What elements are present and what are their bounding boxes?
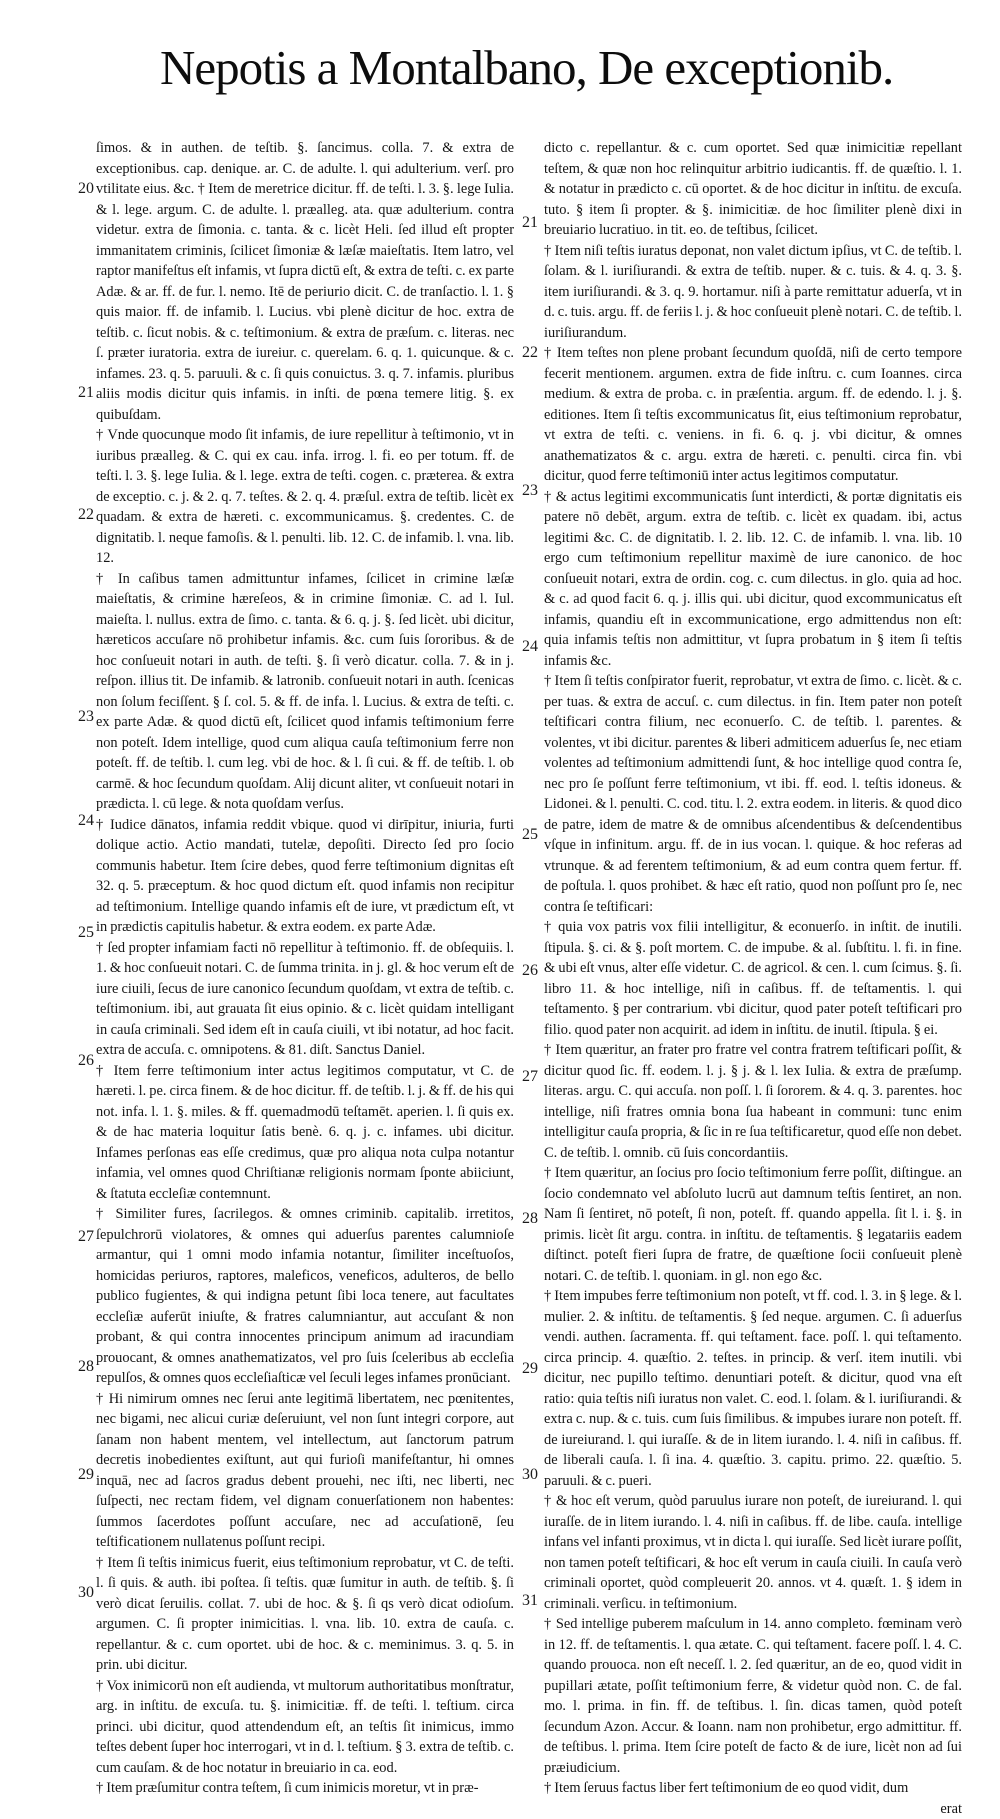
margin-number: 27 xyxy=(522,1068,538,1086)
margin-number: 22 xyxy=(78,506,94,524)
paragraph: † Item niſi teſtis iuratus deponat, non valet dictum ipſius, vt C. de teſtib. l. ſolam. & l. iuriſiurandi. & extra de teſtib. nuper. & c. tuis. & 4. q. 3. §. item iuriſiurandi. & 3. q. 9. hortamur. niſi à parte remittatur aduerſa, vt in d. c. tuis. argu. ff. de feriis l. j. & hoc conſueuit plenè notari. C. de teſtib. l. iuriſiurandum. xyxy=(544,241,962,344)
margin-number: 25 xyxy=(78,924,94,942)
margin-number: 21 xyxy=(522,214,538,232)
paragraph: † & hoc eſt verum, quòd paruulus iurare non poteſt, de iureiurand. l. qui iuraſſe. de in litem iurando. l. 4. niſi in caſibus. ff. de libe. cauſa. intellige infans vel infanti proximus, vt in dicta l. qui iuraſſe. Sed licèt iurare poſſit, non tamen poteſt teſtificari, & hoc eſt verum in cauſa ciuili. In cauſa verò criminali oportet, quòd compleuerit 20. annos. vt 4. quæſt. 1. § idem in criminali. verſicu. in teſtimonium. xyxy=(544,1491,962,1614)
margin-number: 30 xyxy=(522,1466,538,1484)
margin-number: 27 xyxy=(78,1228,94,1246)
margin-number: 24 xyxy=(522,638,538,656)
paragraph: † Sed intellige puberem maſculum in 14. anno completo. fœminam verò in 12. ff. de teſtamentis. l. qua ætate. C. qui teſtament. facere poſſ. l. 4. C. quando prouoca. non eſt neceſſ. l. 2. ſed quæritur, an de eo, quod vidit in pupillari ætate, poſſit teſtimonium ferre, & videtur quòd non. C. de fal. mo. l. prima. in fin. ff. de teſtibus. l. ſin. dicas tamen, quòd poteſt ſecundum Azon. Accur. & Ioann. nam non prohibetur, ergo admittitur. ff. de teſtibus. l. prima. Item ſcire poteſt de facto & de iure, licèt non ad ſui præiudicium. xyxy=(544,1614,962,1778)
paragraph: † Iudice dānatos, infamia reddit vbique. quod vi dirīpitur, iniuria, furti dolique actio. Actio mandati, tutelæ, depoſiti. Directo ſed pro ſocio communis habetur. Item ſcire debes, quod ferre teſtimonium dignitas eſt 32. q. 5. præceptum. & hoc quod dictum eſt. quod infamis non recipitur ad teſtimonium. Intellige quando infamis eſt de iure, vt prædictum eſt, vt in prædictis capitulis habetur. & extra eodem. ex parte Adæ. xyxy=(96,815,514,938)
margin-number: 28 xyxy=(78,1358,94,1376)
paragraph: † Item præſumitur contra teſtem, ſi cum inimicis moretur, vt in præ- xyxy=(96,1778,514,1799)
paragraph: † Vnde quocunque modo ſit infamis, de iure repellitur à teſtimonio, vt in iuribus præalleg. & C. qui ex cau. infa. irrog. l. fi. eo per totum. ff. de teſti. l. 3. §. lege Iulia. & l. lege. extra de teſti. cogen. c. præterea. & extra de exceptio. c. j. & 2. q. 7. teſtes. & 2. q. 4. præſul. extra de teſtib. licèt ex quadam. & extra de hæreti. c. excommunicamus. §. credentes. C. de dignitatib. l. neque famoſis. & l. penulti. lib. 12. C. de infamib. l. vna. lib. 12. xyxy=(96,425,514,569)
right-text-column xyxy=(544,138,962,1658)
margin-number: 23 xyxy=(522,482,538,500)
paragraph: † Item ſi teſtis conſpirator fuerit, reprobatur, vt extra de ſimo. c. licèt. & c. per tuas. & extra de accuſ. c. cum dilectus. in fin. Item pater non poteſt teſtificari contra filium, nec econuerſo. C. de teſtib. l. parentes. & volentes, vt ibi dicitur. parentes & liberi admiticem aduerſus ſe, nec etiam volentes ad teſtimonium admittendi ſunt, & hoc intellige quod contra ſe, nec pro ſe poſſunt ferre teſtimonium, vt ibi. ff. eod. l. teſtis idoneus. & Lidonei. & l. penulti. C. cod. titu. l. 2. extra eodem. in literis. & quod dico de patre, idem de matre & de omnibus aſcendentibus & deſcendentibus vſque in infinitum. argu. ff. de in ius vocan. l. quique. & hoc referas ad vtrunque. & ad ferentem teſtimonium, & ad eum contra quem fertur. ff. de poſtula. l. quos prohibet. & hæc eſt ratio, quod non poſſunt pro ſe, nec contra ſe teſtificari: xyxy=(544,671,962,917)
running-head-title: Nepotis a Montalbano, De exceptionib. xyxy=(160,38,980,98)
catchword: erat xyxy=(544,1799,962,1819)
paragraph: † Item ſeruus factus liber fert teſtimonium de eo quod vidit, dum xyxy=(544,1778,962,1799)
margin-number: 29 xyxy=(522,1360,538,1378)
paragraph: † & actus legitimi excommunicatis ſunt interdicti, & portæ dignitatis eis patere nō debēt, argum. extra de teſtib. c. licèt ex quadam. ibi, actus legitimi &c. C. de dignitatib. l. 2. lib. 12. C. de infamib. l. vna. lib. 10 ergo cum teſtimonium repellitur maximè de iure canonico. de hoc conſueuit notari, extra de ordin. cog. c. cum dilectus. in glo. quia ad hoc. & c. ad quod facit 6. q. j. illis qui. ubi dicitur, quod excommunicatus eſt infamis, quandiu eſt in excommunicatione, ergo admittendus non eſt: quia infamis teſtis non admittitur, vt ſupra probatum in § item ſi teſtis infamis &c. xyxy=(544,487,962,672)
paragraph: † Vox inimicorū non eſt audienda, vt multorum authoritatibus monſtratur, arg. in inſtitu. de excuſa. tu. §. inimicitiæ. ff. de teſti. l. teſtium. circa princi. ubi dicitur, quod attendendum eſt, an teſtis ſit inimicus, immo teſtes debent ſuper hoc interrogari, vt in d. l. teſtium. § 3. extra de teſtib. c. cum cauſam. & de hoc notatur in breuiario in ca. eod. xyxy=(96,1676,514,1779)
margin-number: 29 xyxy=(78,1466,94,1484)
paragraph: † Item ſi teſtis inimicus fuerit, eius teſtimonium reprobatur, vt C. de teſti. l. ſi quis. & auth. ibi poſtea. ſi teſtis. quæ ſumitur in auth. de teſtib. §. ſi verò dicat ſeruilis. collat. 7. ubi de hoc. & §. ſi qs verò dicat odioſum. argumen. C. ſi propter inimicitias. l. vna. lib. 10. extra de cauſa. c. repellantur. & c. cum oportet. ubi de hoc. & c. meminimus. 3. q. 5. in prin. ubi dicitur. xyxy=(96,1553,514,1676)
paragraph: † Similiter fures, ſacrilegos. & omnes criminib. capitalib. irretitos, ſepulchrorū violatores, & omnes qui aduerſus parentes calumnioſe armantur, qui 1 omni modo infamia notantur, ſimiliter inceſtuoſos, homicidas periuros, raptores, maleficos, veneficos, adulteros, de bello publico fugientes, & qui indigna petunt ſibi loca tenere, aut facultates eccleſiæ auferūt iniuſte, & fratres calumniantur, aut accuſant & non probant, & qui contra innocentes principum animum ad iracundiam prouocant, & omnes anathematizatos, vel pro ſuis ſceleribus ab eccleſia repulſos, & omnes quos eccleſiaſticæ vel ſeculi leges infames pronūciant. xyxy=(96,1204,514,1389)
paragraph: † Item teſtes non plene probant ſecundum quoſdā, niſi de certo tempore fecerit mentionem. argumen. extra de fide inſtru. c. cum Ioannes. circa medium. & extra de proba. c. in præſentia. argum. ff. de edendo. l. j. §. editiones. Item ſi teſtis excommunicatus ſit, eius teſtimonium reprobatur, vt extra de teſti. c. veniens. in fi. 6. q. j. vbi dicitur, & omnes anathematizatos & c. argu. extra de hæreti. c. penulti. circa fin. vbi dicitur, quod ferre teſtimoniū inter actus legitimos computatur. xyxy=(544,343,962,487)
margin-number: 30 xyxy=(78,1584,94,1602)
paragraph: † Item quæritur, an frater pro fratre vel contra fratrem teſtificari poſſit, & dicitur quod ſic. ff. eodem. l. j. § j. & l. lex Iulia. & extra de præſump. literas. argu. C. qui accuſa. non poſſ. l. ſi ſororem. & 4. q. 3. parentes. hoc intellige, niſi fratres omnia bona ſua habeant in communi: tunc enim intelligitur cauſa propria, & ſic in re ſua teſtificaretur, quod eſſe non debet. C. de teſtib. l. omnib. cū ſuis concordantiis. xyxy=(544,1040,962,1163)
margin-number: 22 xyxy=(522,344,538,362)
margin-number: 25 xyxy=(522,826,538,844)
paragraph: † quia vox patris vox filii intelligitur, & econuerſo. in inſtit. de inutili. ſtipula. §. ci. & §. poſt mortem. C. de impube. & al. ſubſtitu. l. fi. in fine. & ubi eſt vnus, alter eſſe videtur. C. de agricol. & cen. l. cum ſcimus. §. ſi. libro 11. & hoc intellige, niſi in caſibus. ff. de teſtamentis. l. qui teſtamento. § per contrarium. vbi dicitur, quod pater poteſt teſtificari pro filio. quod pater non acquirit. ad idem in inſtitu. de inutil. ſtipula. § ei. xyxy=(544,917,962,1040)
paragraph: † In caſibus tamen admittuntur infames, ſcilicet in crimine læſæ maieſtatis, & crimine hæreſeos, & in crimine ſimoniæ. C. ad l. Iul. maieſta. l. nullus. extra de ſimo. c. tanta. & 6. q. j. §. ſed licèt. ubi dicitur, hæreticos accuſare nō prohibetur infamis. &c. cum ſuis ſororibus. & de hoc conſueuit notari in auth. de teſti. §. ſi verò dicatur. colla. 7. & in j. reſpon. illius tit. De infamib. & latronib. conſueuit notari in auth. ſcenicas non ſolum feciſſent. § ſ. col. 5. & ff. de infa. l. Lucius. & extra de teſti. c. ex parte Adæ. & quod dictū eſt, ſcilicet quod infamis teſtimonium ferre non poteſt. Idem intellige, quod cum aliqua cauſa teſtimonium ferre non poteſt. ff. de teſtib. l. cum leg. vbi de hoc. & l. ſi cui. & ff. de teſtib. l. ob carmē. & hoc ſecundum quoſdam. Alij dicunt aliter, vt conſueuit notari in prædicta. l. cū lege. & nota quoſdam verſus. xyxy=(96,569,514,815)
paragraph: ſimos. & in authen. de teſtib. §. ſancimus. colla. 7. & extra de exceptionibus. cap. denique. ar. C. de adulte. l. qui adulterium. verſ. pro vtilitate eius. &c. † Item de meretrice dicitur. ff. de teſti. l. 3. §. lege Iulia. & l. lege. argum. C. de adulte. l. præalleg. ata. quæ adulterium. contra videtur. extra de ſimonia. c. tanta. & c. licèt Heli. ſed illud eſt propter immanitatem criminis, ſcilicet ſimoniæ & læſæ maieſtatis. Item latro, vel raptor manifeſtus eſt infamis, vt ſupra dictū eſt, & extra de teſti. c. ex parte Adæ. & ar. ff. de fur. l. nemo. Itē de periurio dicit. C. de tranſactio. l. 1. § quis maior. ff. de infamib. l. Lucius. vbi plenè dicitur de hoc. extra de teſtib. c. ſicut nobis. & c. teſtimonium. & extra de præſum. c. literas. nec ſ. præter iuratoria. extra de iureiur. c. querelam. 6. q. 1. quicunque. & c. infames. 23. q. 5. paruuli. & c. ſi quis conuictus. 3. q. 7. infamis. pluribus aliis modis dicitur quis infamis. in inſti. de pœna temere litig. §. ex quibuſdam. xyxy=(96,138,514,425)
margin-number: 31 xyxy=(522,1592,538,1610)
margin-number: 26 xyxy=(522,962,538,980)
margin-number: 24 xyxy=(78,812,94,830)
paragraph: dicto c. repellantur. & c. cum oportet. Sed quæ inimicitiæ repellant teſtem, & quæ non hoc relinquitur arbitrio iudicantis. ff. de quæſtio. l. 1. & notatur in prædicto c. cū oportet. & de hoc dicitur in inſtitu. de excuſa. tuto. § item ſi propter. & §. inimicitiæ. de hoc ſimiliter plenè dixi in breuiario lucratiuo. in tit. eo. de teſtibus, ſcilicet. xyxy=(544,138,962,241)
paragraph: † Item quæritur, an ſocius pro ſocio teſtimonium ferre poſſit, diſtingue. an ſocio condemnato vel abſoluto lucrū aut damnum teſtis ſentiret, an non. Nam ſi ſentiret, nō poteſt, ſi non, poteſt. ff. quando appella. ſit l. i. §. in primis. licèt ſit argu. contra. in inſtitu. de teſtamentis. § legatariis eadem diſtinct. poteſt fieri ſupra de fratre, de quæſtione ſocii conſueuit plenè notari. C. de teſtib. l. quoniam. in gl. non ego &c. xyxy=(544,1163,962,1286)
margin-number: 20 xyxy=(78,180,94,198)
margin-number: 26 xyxy=(78,1052,94,1070)
paragraph: † Hi nimirum omnes nec ſerui ante legitimā libertatem, nec pœnitentes, nec bigami, nec alicui curiæ deſeruiunt, vel non ſunt integri corpore, aut ſanam non habent mentem, vel intellectum, aut ſanctorum patrum decretis inobedientes exiſtunt, aut qui furioſi manifeſtantur, hi omnes inquā, nec ad ſacros gradus debent prouehi, nec iſti, nec liberti, nec ſuſpecti, nec rectam fidem, vel dignam conuerſationem non habentes: ſummos ſacerdotes poſſunt accuſare, nec ad accuſationē, ſeu teſtificationem nullatenus poſſunt recipi. xyxy=(96,1389,514,1553)
left-text-column xyxy=(96,138,514,1658)
margin-number: 28 xyxy=(522,1210,538,1228)
paragraph: † Item impubes ferre teſtimonium non poteſt, vt ff. cod. l. 3. in § lege. & l. mulier. 2. & inſtitu. de teſtamentis. § ſed neque. argumen. C. ſi aduerſus vendi. authen. ſacramenta. ff. qui teſtament. face. poſſ. l. qui teſtamento. circa princip. 4. quæſtio. 2. teſtes. in princip. & verſ. item inutili. vbi dicitur, nec pupillo teſtimo. denuntiari poteſt. & dicitur, quod vna eſt ratio: quia teſtis niſi iuratus non valet. C. eod. l. ſolam. & l. iuriſiurandi. & extra c. nup. & c. tuis. cum ſuis ſimilibus. & impubes iurare non poteſt. ff. de iureiurand. l. qui iuraſſe. & de in litem iurando. l. 4. niſi in caſibus. ff. de liberali cauſa. l. ſi ina. 4. quæſtio. 3. capitu. primo. 22. quæſtio. 5. paruuli. & c. pueri. xyxy=(544,1286,962,1491)
margin-number: 21 xyxy=(78,384,94,402)
paragraph: † ſed propter infamiam facti nō repellitur à teſtimonio. ff. de obſequiis. l. 1. & hoc conſueuit notari. C. de ſumma trinita. in j. gl. & hoc verum eſt de iure ciuili, ſecus de iure canonico ſecundum quoſdam, vt extra de teſtib. c. teſtimonium. ibi, aut grauata ſit eius opinio. & c. licèt quidam intelligant in cauſa criminali. Sed idem eſt in cauſa ciuili, vt ibi notatur, ad hoc facit. extra de accuſa. c. omnipotens. & 81. diſt. Sanctus Daniel. xyxy=(96,938,514,1061)
margin-number: 23 xyxy=(78,708,94,726)
paragraph: † Item ferre teſtimonium inter actus legitimos computatur, vt C. de hæreti. l. pe. circa finem. & de hoc dicitur. ff. de teſtib. l. j. & ff. de his qui not. infa. l. 1. §. miles. & ff. quemadmodū teſtamēt. aperien. l. ſi quis ex. & de hac materia loquitur ſatis benè. 6. q. j. c. infames. ubi dicitur. Infames perſonas eas eſſe credimus, quæ pro aliqua nota culpa notantur infamia, vel omnes quod Chriſtianæ religionis normam ſponte abiiciunt, & ſtatuta eccleſiæ contemnunt. xyxy=(96,1061,514,1205)
